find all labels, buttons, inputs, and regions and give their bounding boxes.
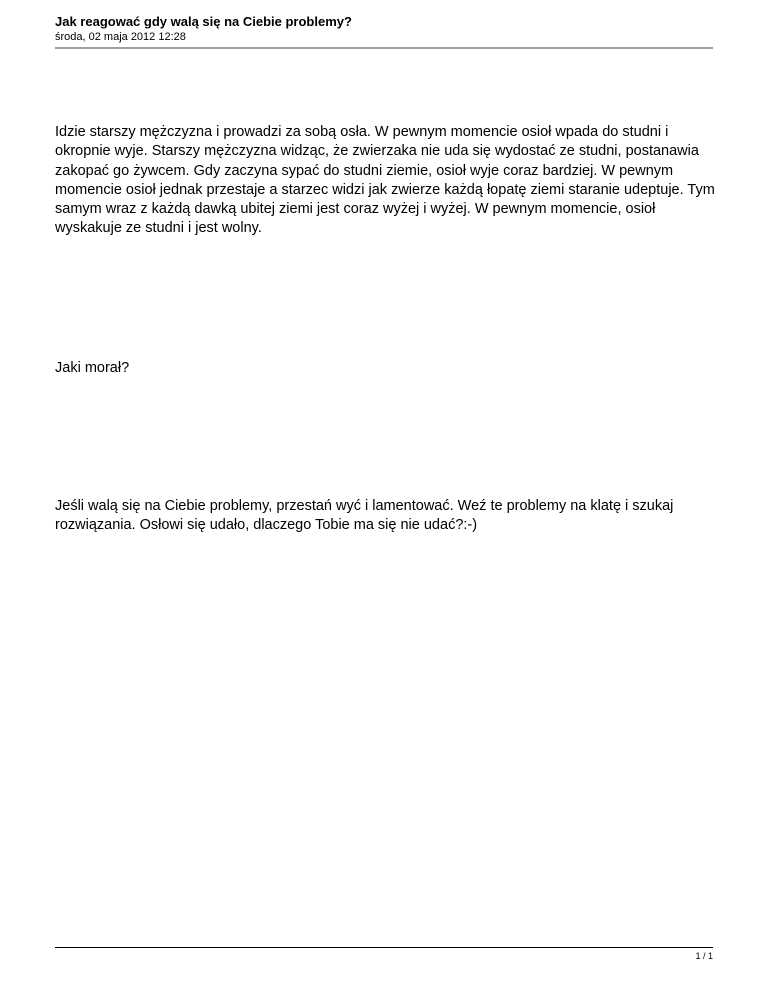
header-divider (55, 47, 713, 49)
article-date: środa, 02 maja 2012 12:28 (55, 31, 186, 43)
story-paragraph: Idzie starszy mężczyzna i prowadzi za sobą osła. W pewnym momencie osioł wpada do studni i okropnie wyje. Starszy mężczyzna widząc, że zwierzaka nie uda się wydostać ze studni, postanawia zakopać go żywcem. Gdy zaczyna sypać do studni ziemie, osioł wyje coraz bardziej. W pewnym momencie osioł jednak przestaje a starzec widzi jak zwierze każdą łopatę ziemi staranie udeptuje. Tym samym wraz z każdą dawką ubitej ziemi jest coraz wyżej i wyżej. W pewnym momencie, osioł wyskakuje ze studni i jest wolny. (55, 124, 715, 237)
article-title: Jak reagować gdy walą się na Ciebie problemy? (55, 14, 352, 29)
moral-question: Jaki morał? (55, 360, 130, 376)
footer-divider (55, 947, 713, 948)
article-header (55, 14, 713, 44)
moral-paragraph: Jeśli walą się na Ciebie problemy, przestań wyć i lamentować. Weź te problemy na klatę i szukaj rozwiązania. Osłowi się udało, dlaczego Tobie ma się nie udać?:-) (55, 498, 674, 534)
page-number: 1 / 1 (695, 951, 713, 961)
